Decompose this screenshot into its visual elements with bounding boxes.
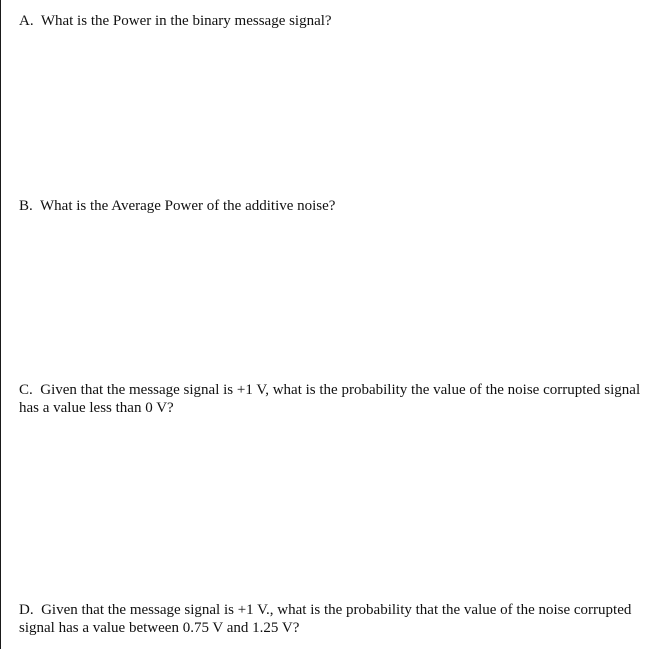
question-b-label: B.: [19, 198, 33, 214]
question-c: [19, 381, 647, 417]
question-a-text: What is the Power in the binary message signal?: [40, 13, 332, 29]
question-c-label: C.: [19, 382, 33, 398]
question-b-text: What is the Average Power of the additive noise?: [40, 198, 336, 214]
question-d: [19, 601, 647, 637]
question-d-text: Given that the message signal is +1 V., what is the probability that the value of the noise corrupted signal has a value between 0.75 V and 1.25 V?: [19, 602, 632, 636]
question-b: [19, 197, 647, 215]
question-c-text: Given that the message signal is +1 V, what is the probability the value of the noise corrupted signal has a value less than 0 V?: [19, 382, 641, 416]
question-d-label: D.: [19, 602, 34, 618]
question-a: [19, 12, 647, 30]
question-a-label: A.: [19, 13, 34, 29]
